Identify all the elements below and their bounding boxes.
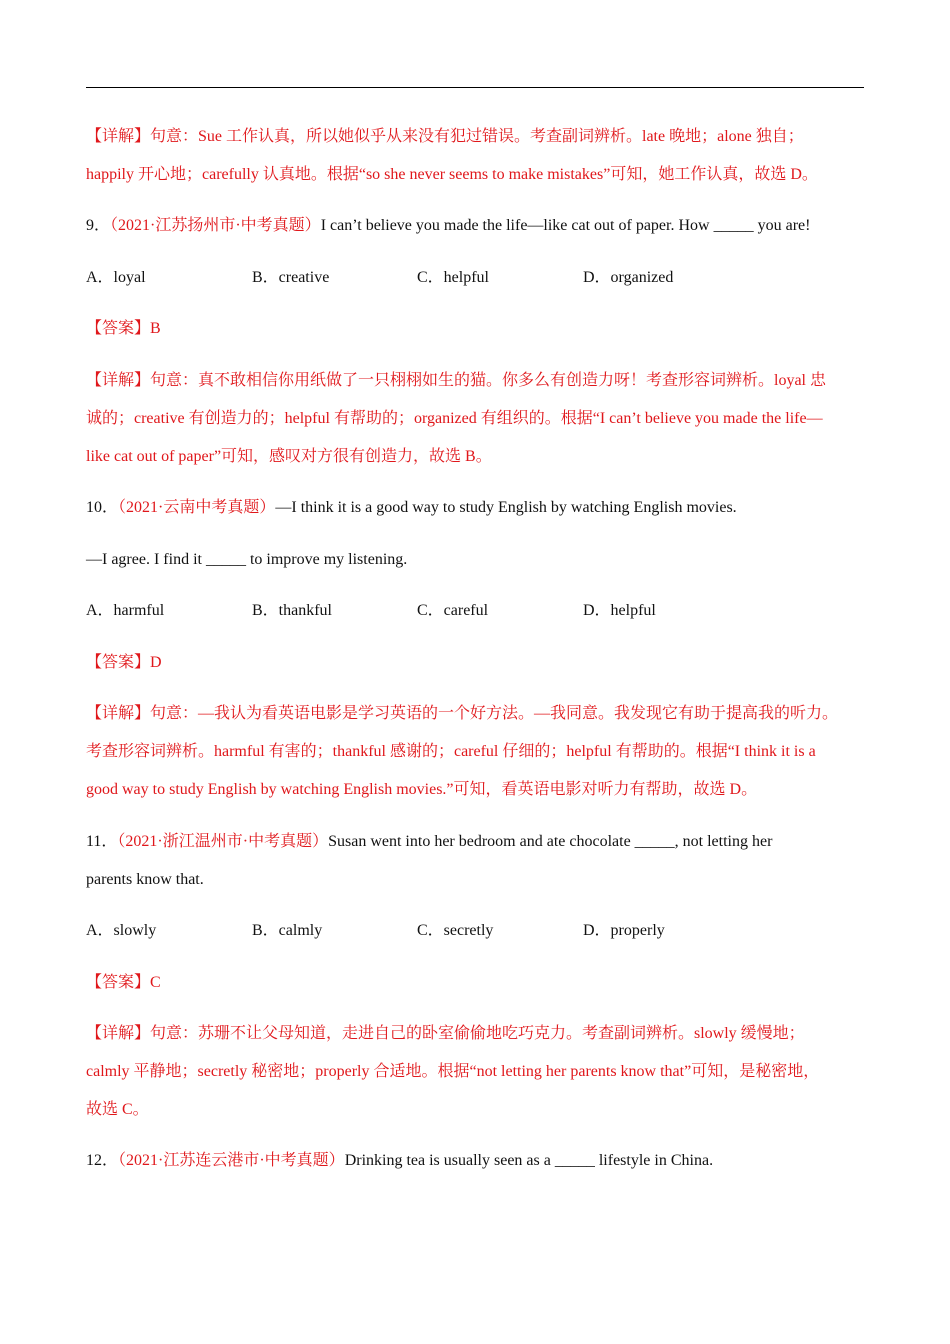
question-text: —I think it is a good way to study English by watching English movies. [275,499,737,516]
analysis-line: like cat out of paper”可知，感叹对方很有创造力，故选 B。 [86,448,492,465]
q10-stem [86,489,866,527]
option-a: A．loyal [86,269,146,286]
q11-options [86,912,866,950]
analysis-line: happily 开心地；carefully 认真地。根据“so she never seems to make mistakes”可知，她工作认真，故选 D。 [86,166,818,183]
q10-stem-continued [86,541,866,579]
q11-analysis [86,1015,866,1129]
analysis-line: 故选 C。 [86,1101,149,1118]
question-text: —I agree. I find it _____ to improve my listening. [86,551,408,568]
option-d: D．helpful [583,602,656,619]
q12-stem [86,1142,866,1180]
header-rule [86,87,864,88]
question-text: I can’t believe you made the life—like cat out of paper. How _____ you are! [320,217,811,234]
q10-answer [86,644,866,682]
analysis-line: 考查形容词辨析。harmful 有害的；thankful 感谢的；careful 仔细的；helpful 有帮助的。根据“I think it is a [86,743,816,760]
question-source: （2021·云南中考真题） [118,499,276,516]
option-b: B．creative [252,269,330,286]
option-c: C．careful [417,602,489,619]
question-source: （2021·江苏连云港市·中考真题） [118,1152,345,1169]
question-number: 12． [86,1152,119,1169]
option-a: A．slowly [86,922,157,939]
option-c: C．helpful [417,269,489,286]
option-b: B．thankful [252,602,332,619]
option-a: A．harmful [86,602,165,619]
option-b: B．calmly [252,922,323,939]
q9-options [86,259,866,297]
question-text: Drinking tea is usually seen as a _____ lifestyle in China. [344,1152,714,1169]
question-text-continued: parents know that. [86,871,204,888]
analysis-line: calmly 平静地；secretly 秘密地；properly 合适地。根据“not letting her parents know that”可知，是秘密地， [86,1063,820,1080]
option-c: C．secretly [417,922,494,939]
q9-stem [86,207,866,245]
option-d: D．properly [583,922,665,939]
question-number: 11． [86,833,118,850]
answer-line: 【答案】D [86,654,162,671]
question-source: （2021·浙江温州市·中考真题） [117,833,329,850]
analysis-line: 【详解】句意：—我认为看英语电影是学习英语的一个好方法。—我同意。我发现它有助于提高我的听力。 [86,705,839,722]
q9-answer [86,310,866,348]
analysis-line: 【详解】句意：Sue 工作认真，所以她似乎从来没有犯过错误。考查副词辨析。late 晚地；alone 独自； [86,128,804,145]
question-source: （2021·江苏扬州市·中考真题） [110,217,321,234]
q10-analysis [86,695,866,809]
analysis-line: good way to study English by watching English movies.”可知，看英语电影对听力有帮助，故选 D。 [86,781,758,798]
q9-analysis [86,362,866,476]
question-number: 10． [86,499,119,516]
question-text: Susan went into her bedroom and ate chocolate _____, not letting her [328,833,773,850]
option-d: D．organized [583,269,674,286]
q8-analysis [86,118,866,194]
analysis-line: 诚的；creative 有创造力的；helpful 有帮助的；organized 有组织的。根据“I can’t believe you made the life— [86,410,823,427]
answer-line: 【答案】C [86,974,161,991]
analysis-line: 【详解】句意：真不敢相信你用纸做了一只栩栩如生的猫。你多么有创造力呀！考查形容词辨析。loyal 忠 [86,372,826,389]
answer-line: 【答案】B [86,320,161,337]
q11-answer [86,964,866,1002]
q11-stem [86,823,866,899]
q10-options [86,592,866,630]
analysis-line: 【详解】句意：苏珊不让父母知道，走进自己的卧室偷偷地吃巧克力。考查副词辨析。slowly 缓慢地； [86,1025,805,1042]
question-number: 9． [86,217,111,234]
